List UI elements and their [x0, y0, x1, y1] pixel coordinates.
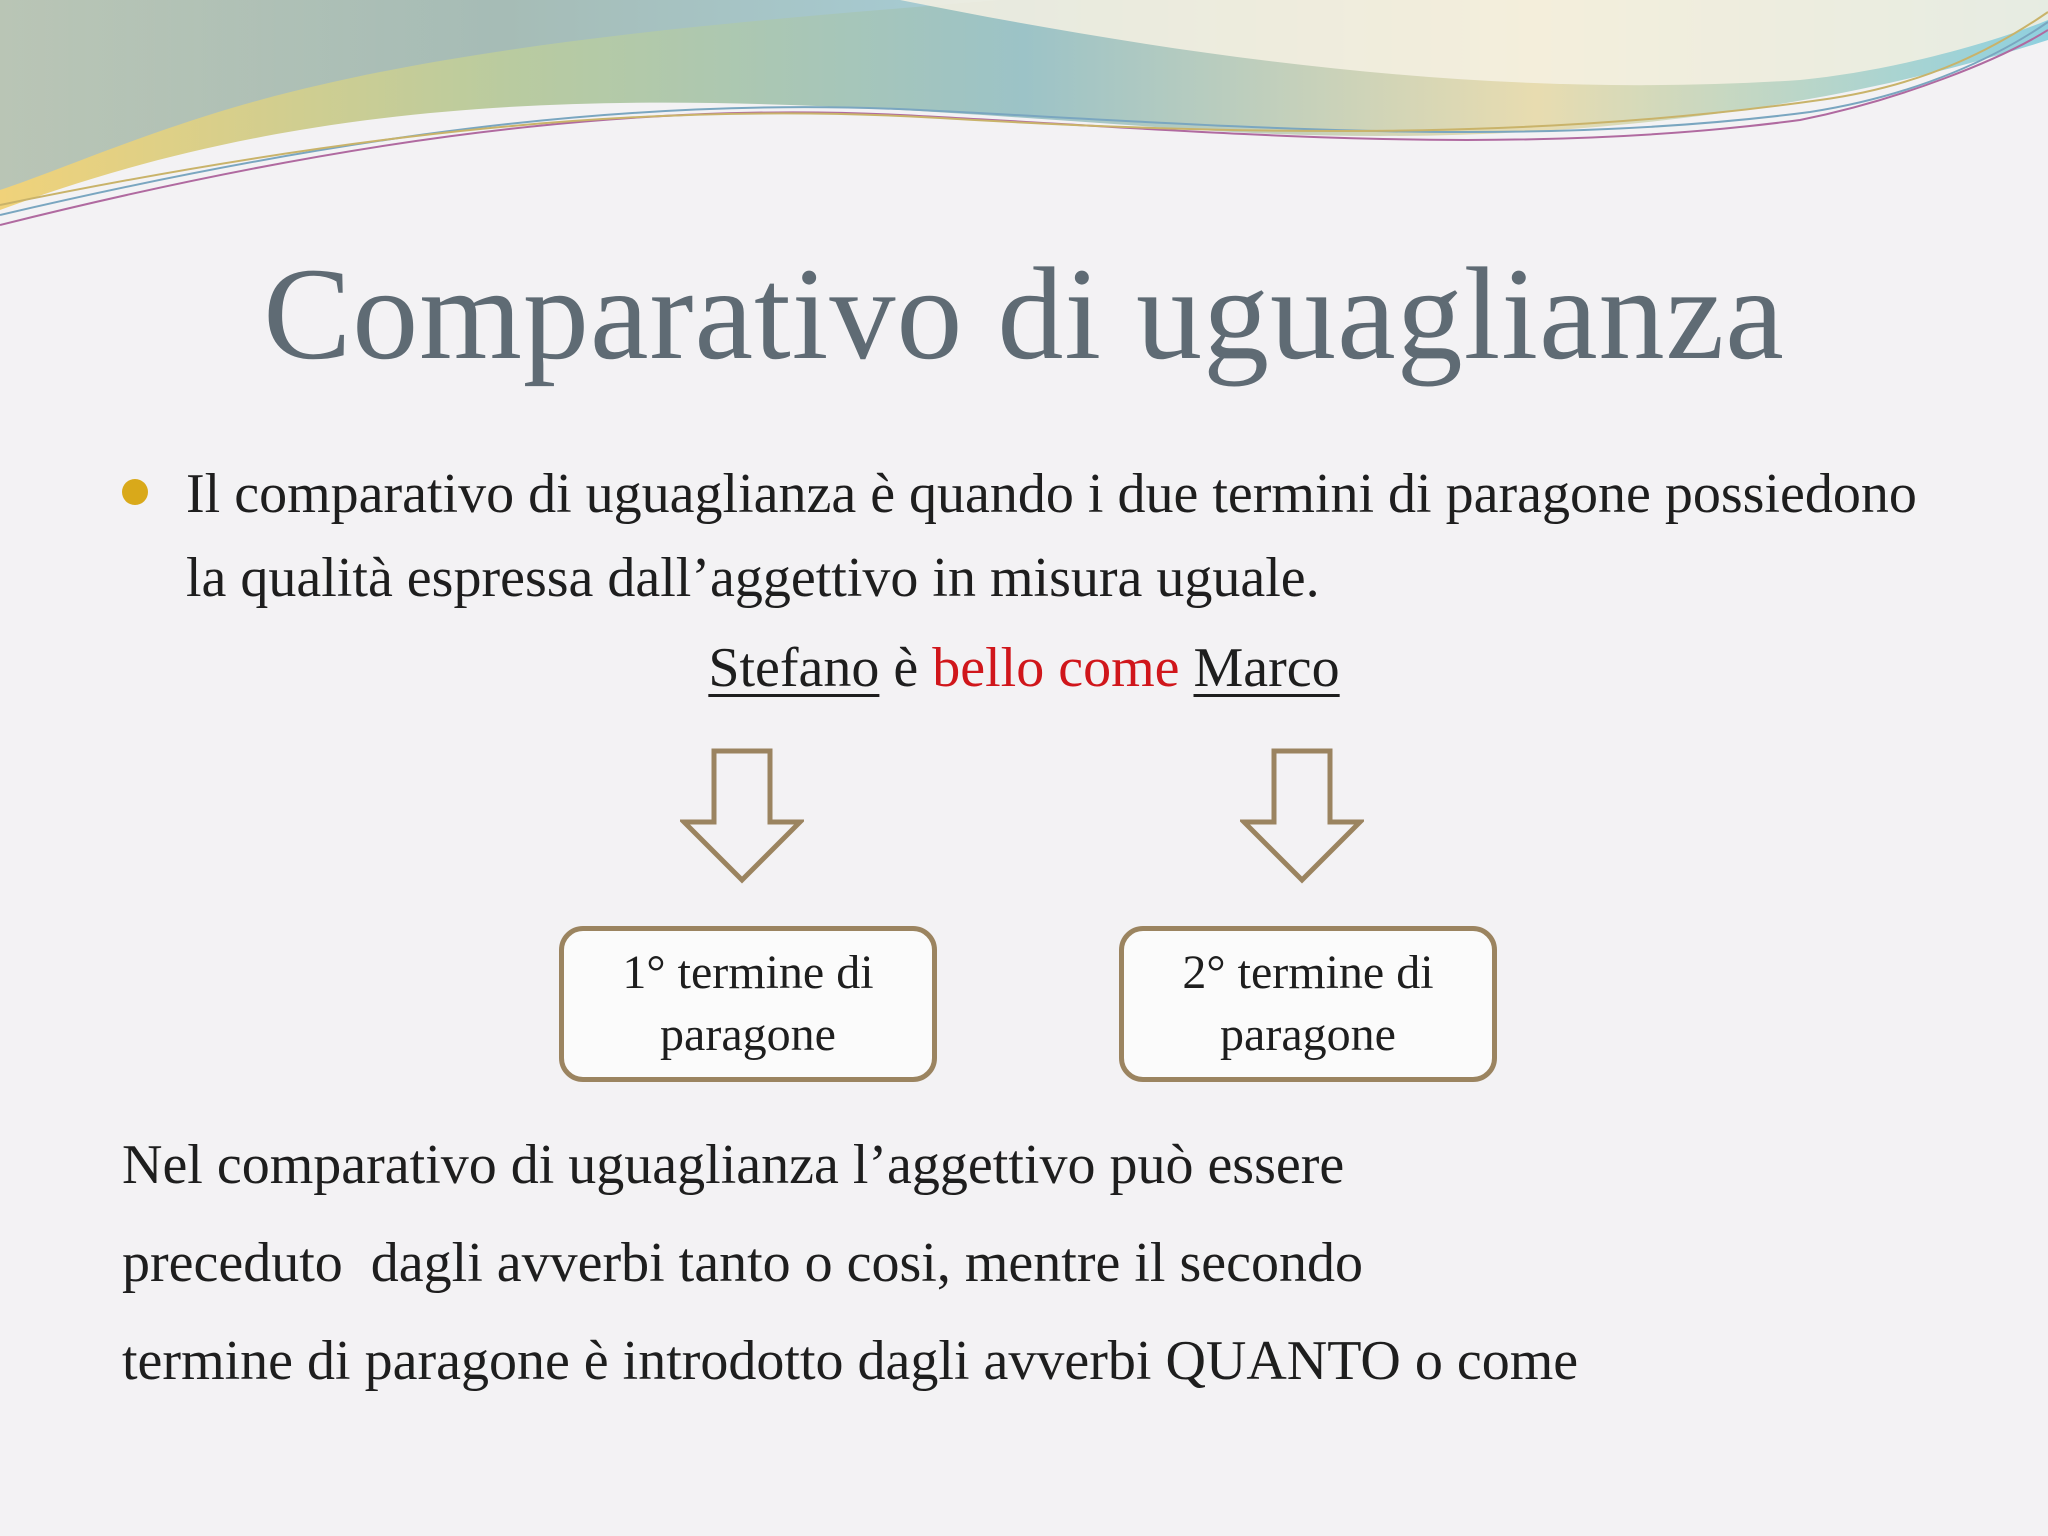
- example-space: [1180, 637, 1194, 699]
- bullet-text: Il comparativo di uguaglianza è quando i due termini di paragone possiedono la qualità espressa dall’aggettivo in misura uguale.: [186, 463, 1917, 609]
- bullet-dot-icon: [122, 479, 148, 505]
- paragraph-line: Nel comparativo di uguaglianza l’aggettivo può essere: [122, 1134, 1345, 1196]
- slide-title: Comparativo di uguaglianza: [263, 240, 1785, 387]
- second-term: Marco: [1193, 637, 1340, 699]
- header-wave-decoration: [0, 0, 2048, 240]
- second-term-label: 2° termine di paragone: [1182, 946, 1434, 1061]
- explanation-paragraph: [122, 1116, 1942, 1410]
- example-sentence: [0, 632, 2048, 704]
- first-term-box: [559, 926, 937, 1082]
- paragraph-line: preceduto dagli avverbi tanto o cosi, mentre il secondo: [122, 1232, 1363, 1294]
- comparison-phrase: bello come: [932, 637, 1180, 699]
- down-arrow-icon: [680, 748, 804, 884]
- down-arrow-icon: [1240, 748, 1364, 884]
- second-term-box: [1119, 926, 1497, 1082]
- first-term: Stefano: [708, 637, 880, 699]
- example-verb: è: [879, 637, 933, 699]
- paragraph-line: termine di paragone è introdotto dagli avverbi QUANTO o come: [122, 1330, 1579, 1392]
- first-term-label: 1° termine di paragone: [622, 946, 874, 1061]
